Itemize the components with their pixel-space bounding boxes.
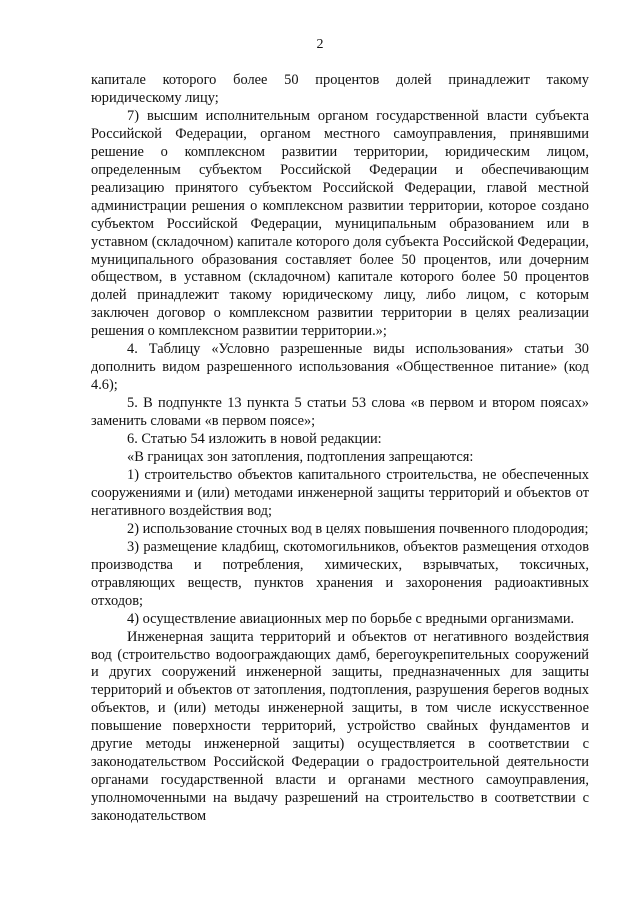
paragraph: 1) строительство объектов капитального строительства, не обеспеченных сооружениями и (или) методами инженерной защиты территорий и объектов от негативного воздействия вод; <box>91 466 589 519</box>
paragraph: Инженерная защита территорий и объектов от негативного воздействия вод (строительство водоограждающих дамб, берегоукрепительных сооружений и других сооружений инженерной защиты, предназначенных для защиты территорий и объектов от затопления, подтопления, разрушения берегов водных объектов, и (или) методы инженерной защиты, в том числе искусственное повышение поверхности территорий, устройство свайных фундаментов и другие методы инженерной защиты) осуществляется в соответствии с законодательством Российской Федерации о градостроительной деятельности органами государственной власти и органами местного самоуправления, уполномоченными на выдачу разрешений на строительство в соответствии с законодательством <box>91 628 589 825</box>
paragraph: 6. Статью 54 изложить в новой редакции: <box>127 431 382 448</box>
paragraph: 7) высшим исполнительным органом государственной власти субъекта Российской Федерации, органом местного самоуправления, принявшими решение о комплексном развитии территории, юридическим лицом, определенным субъектом Российской Федерации и обеспечивающим реализацию принятого субъектом Российской Федерации, главой местной администрации решения о комплексном развитии территории, которое создано субъектом Российской Федерации, муниципальным образованием или в уставном (складочном) капитале которого доля субъекта Российской Федерации, муниципального образования составляет более 50 процентов, или дочерним обществом, в уставном (складочном) капитале которого более 50 процентов долей принадлежит такому юридическому лицу, либо лицом, с которым заключен договор о комплексном развитии территории в целях реализации решения о комплексном развитии территории.»; <box>91 107 589 340</box>
page-number: 2 <box>316 37 324 52</box>
paragraph: 3) размещение кладбищ, скотомогильников, объектов размещения отходов производства и потребления, химических, взрывчатых, токсичных, отравляющих веществ, пунктов хранения и захоронения радиоактивных отходов; <box>91 538 589 609</box>
paragraph: 2) использование сточных вод в целях повышения почвенного плодородия; <box>127 520 589 537</box>
paragraph: 4. Таблицу «Условно разрешенные виды использования» статьи 30 дополнить видом разрешенного использования «Общественное питание» (код 4.6); <box>91 341 589 394</box>
document-body <box>91 72 589 826</box>
paragraph: капитале которого более 50 процентов долей принадлежит такому юридическому лицу; <box>91 72 589 106</box>
paragraph: «В границах зон затопления, подтопления запрещаются: <box>127 449 474 466</box>
paragraph: 4) осуществление авиационных мер по борьбе с вредными организмами. <box>127 610 575 627</box>
paragraph: 5. В подпункте 13 пункта 5 статьи 53 слова «в первом и втором поясах» заменить словами «в первом поясе»; <box>91 395 589 430</box>
